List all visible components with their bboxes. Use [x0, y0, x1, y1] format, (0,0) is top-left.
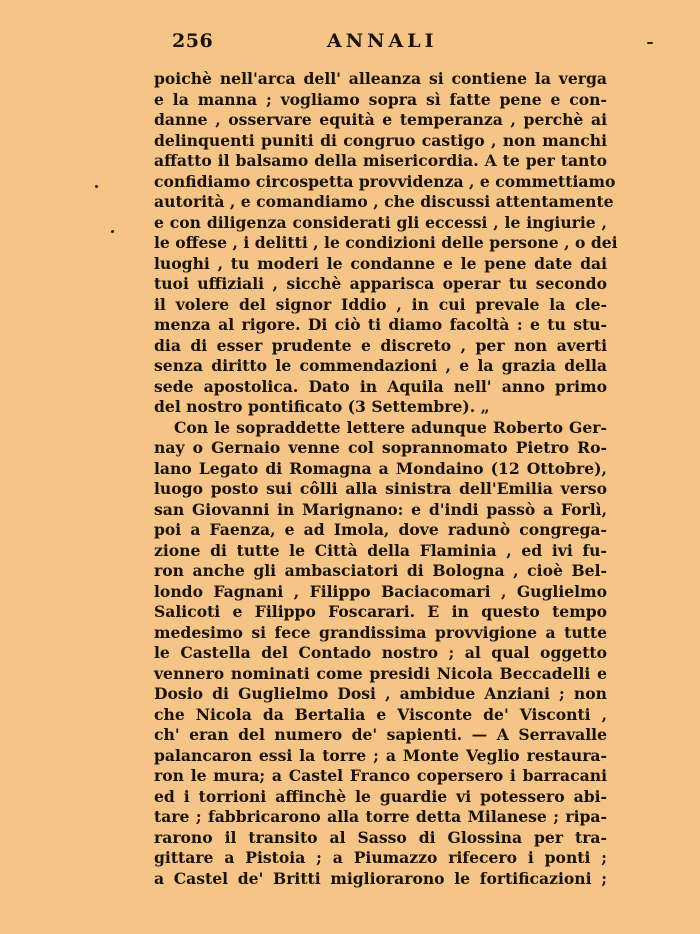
text-line: san Giovanni in Marignano: e d'indi passò a Forlì,	[154, 499, 607, 519]
text-line: Dosio di Guglielmo Dosi , ambidue Anziani ; non	[154, 684, 607, 703]
text-line: ron le mura; a Castel Franco copersero i barracani	[154, 766, 607, 785]
text-line: ron anche gli ambasciatori di Bologna , cioè Bel-	[154, 561, 607, 580]
text-line: lano Legato di Romagna a Mondaino (12 Ottobre),	[154, 458, 607, 478]
text-line: a Castel de' Britti migliorarono le fortificazioni ;	[154, 868, 607, 888]
text-line: e la manna ; vogliamo sopra sì fatte pene e con-	[154, 89, 607, 109]
print-speck	[95, 185, 98, 188]
text-line: le Castella del Contado nostro ; al qual oggetto	[154, 643, 607, 662]
text-line: confidiamo circospetta provvidenza , e commettiamo	[154, 171, 616, 191]
text-line: e con diligenza considerati gli eccessi , le ingiurie ,	[154, 212, 607, 232]
text-line: delinquenti puniti di congruo castigo , non manchi	[154, 130, 607, 150]
page-header	[172, 30, 612, 56]
text-line: nay o Gernaio venne col soprannomato Pietro Ro-	[154, 438, 607, 457]
text-line: ch' eran del numero de' sapienti. — A Serravalle	[154, 725, 607, 744]
text-line: ed i torrioni affinchè le guardie vi potessero abi-	[154, 786, 607, 806]
text-line: poichè nell'arca dell' alleanza si contiene la verga	[154, 69, 607, 88]
text-line: palancaron essi la torre ; a Monte Veglio restaura-	[154, 745, 607, 765]
text-line: londo Fagnani , Filippo Baciacomari , Guglielmo	[154, 581, 607, 601]
body-text	[154, 69, 618, 889]
text-line: medesimo si fece grandissima provvigione a tutte	[154, 622, 607, 642]
text-line: autorità , e comandiamo , che discussi attentamente	[154, 192, 614, 211]
text-line: che Nicola da Bertalia e Visconte de' Visconti ,	[154, 704, 607, 724]
text-line: Salicoti e Filippo Foscarari. E in questo tempo	[154, 602, 607, 621]
text-line: tare ; fabbricarono alla torre detta Milanese ; ripa-	[154, 807, 607, 826]
print-speck	[647, 42, 653, 44]
text-line: sede apostolica. Dato in Aquila nell' anno primo	[154, 376, 607, 396]
text-line: senza diritto le commendazioni , e la grazia della	[154, 356, 607, 375]
text-line: danne , osservare equità e temperanza , perchè ai	[154, 110, 607, 129]
text-line: poi a Faenza, e ad Imola, dove radunò congrega-	[154, 520, 607, 539]
paragraph-end-line: del nostro pontificato (3 Settembre). „	[154, 397, 490, 416]
text-line: affatto il balsamo della misericordia. A te per tanto	[154, 151, 607, 170]
text-line: dia di esser prudente e discreto , per non averti	[154, 335, 607, 355]
running-title: ANNALI	[327, 30, 438, 52]
paragraph-start-line: Con le sopraddette lettere adunque Roberto Ger-	[174, 417, 607, 437]
text-line: vennero nominati come presidi Nicola Beccadelli e	[154, 663, 607, 683]
text-line: gittare a Pistoia ; a Piumazzo rifecero i ponti ;	[154, 848, 607, 867]
text-line: le offese , i delitti , le condizioni delle persone , o dei	[154, 233, 618, 252]
page-number: 256	[172, 30, 214, 52]
text-line: zione di tutte le Città della Flaminia , ed ivi fu-	[154, 540, 607, 560]
text-line: tuoi uffiziali , sicchè apparisca operar tu secondo	[154, 274, 607, 293]
text-line: luogo posto sui côlli alla sinistra dell'Emilia verso	[154, 479, 607, 498]
text-line: luoghi , tu moderi le condanne e le pene date dai	[154, 253, 607, 273]
print-speck	[111, 230, 114, 233]
text-line: menza al rigore. Di ciò ti diamo facoltà : e tu stu-	[154, 315, 607, 334]
text-line: il volere del signor Iddio , in cui prevale la cle-	[154, 294, 607, 314]
text-line: rarono il transito al Sasso di Glossina per tra-	[154, 827, 607, 847]
